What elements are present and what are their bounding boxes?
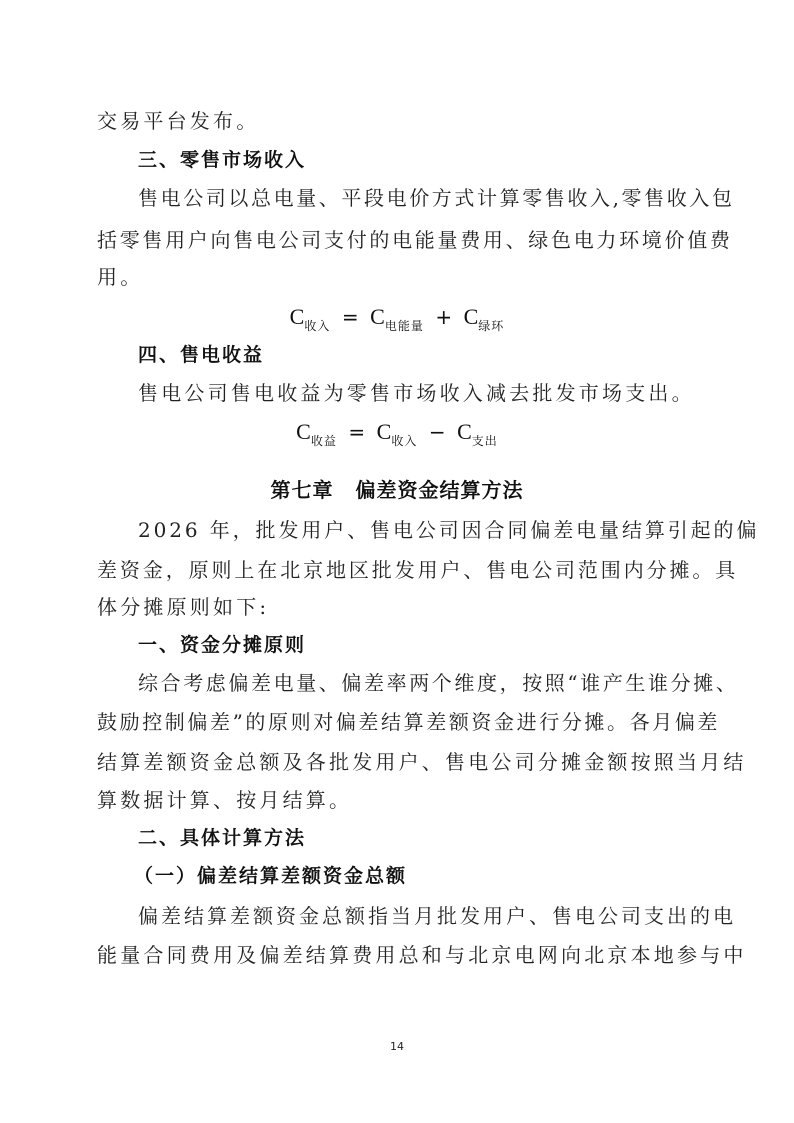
formula-subscript: 收入 bbox=[304, 319, 331, 333]
section-heading-sales-profit: 四、售电收益 bbox=[138, 344, 265, 366]
chapter-title bbox=[0, 476, 794, 504]
chapter-label: 第七章 bbox=[270, 478, 334, 502]
formula-symbol: C bbox=[289, 304, 305, 329]
formula-operator: + bbox=[435, 305, 453, 329]
paragraph-continuation: 交易平台发布。 bbox=[97, 109, 260, 133]
formula-symbol: C bbox=[296, 419, 311, 444]
formula-subscript: 电能量 bbox=[384, 319, 424, 333]
paragraph-line: 售电公司以总电量、平段电价方式计算零售收入,零售收入包 bbox=[138, 186, 735, 210]
formula-subscript: 绿环 bbox=[478, 319, 505, 333]
paragraph-line: 偏差结算差额资金总额指当月批发用户、售电公司支出的电 bbox=[138, 904, 736, 928]
formula-symbol: C bbox=[457, 419, 472, 444]
formula-subscript: 支出 bbox=[471, 434, 498, 448]
formula-symbol: C bbox=[463, 304, 479, 329]
section-heading-retail-income: 三、零售市场收入 bbox=[138, 149, 307, 171]
paragraph-line: 综合考虑偏差电量、偏差率两个维度，按照“谁产生谁分摊、 bbox=[138, 671, 739, 695]
formula-symbol: C bbox=[370, 304, 385, 329]
formula-operator: − bbox=[428, 420, 446, 444]
formula-operator: = bbox=[341, 305, 359, 329]
chapter-name: 偏差资金结算方法 bbox=[355, 478, 524, 502]
formula-sales-profit bbox=[0, 417, 794, 456]
formula-operator: = bbox=[348, 420, 366, 444]
sub-heading-total-deviation-funds: （一）偏差结算差额资金总额 bbox=[134, 865, 408, 887]
formula-subscript: 收入 bbox=[391, 434, 418, 448]
paragraph-line: 2026 年，批发用户、售电公司因合同偏差电量结算引起的偏 bbox=[138, 518, 760, 542]
subsection-heading-allocation-principle: 一、资金分摊原则 bbox=[138, 634, 307, 656]
subsection-heading-calculation-method: 二、具体计算方法 bbox=[138, 827, 307, 849]
paragraph-line: 用。 bbox=[97, 265, 144, 289]
paragraph-line: 能量合同费用及偏差结算费用总和与北京电网向北京本地参与中 bbox=[97, 943, 747, 967]
page-number: 14 bbox=[390, 1040, 404, 1053]
paragraph-line: 体分摊原则如下: bbox=[97, 595, 270, 619]
paragraph-line: 算数据计算、按月结算。 bbox=[97, 788, 353, 812]
formula-retail-income bbox=[0, 302, 794, 341]
paragraph-line: 售电公司售电收益为零售市场收入减去批发市场支出。 bbox=[138, 381, 695, 405]
paragraph-line: 差资金，原则上在北京地区批发用户、售电公司范围内分摊。具 bbox=[97, 558, 739, 582]
formula-subscript: 收益 bbox=[310, 434, 337, 448]
paragraph-line: 鼓励控制偏差”的原则对偏差结算差额资金进行分摊。各月偏差 bbox=[97, 710, 721, 734]
formula-symbol: C bbox=[376, 419, 392, 444]
paragraph-line: 括零售用户向售电公司支付的电能量费用、绿色电力环境价值费 bbox=[97, 228, 733, 252]
paragraph-line: 结算差额资金总额及各批发用户、售电公司分摊金额按照当月结 bbox=[97, 750, 747, 774]
